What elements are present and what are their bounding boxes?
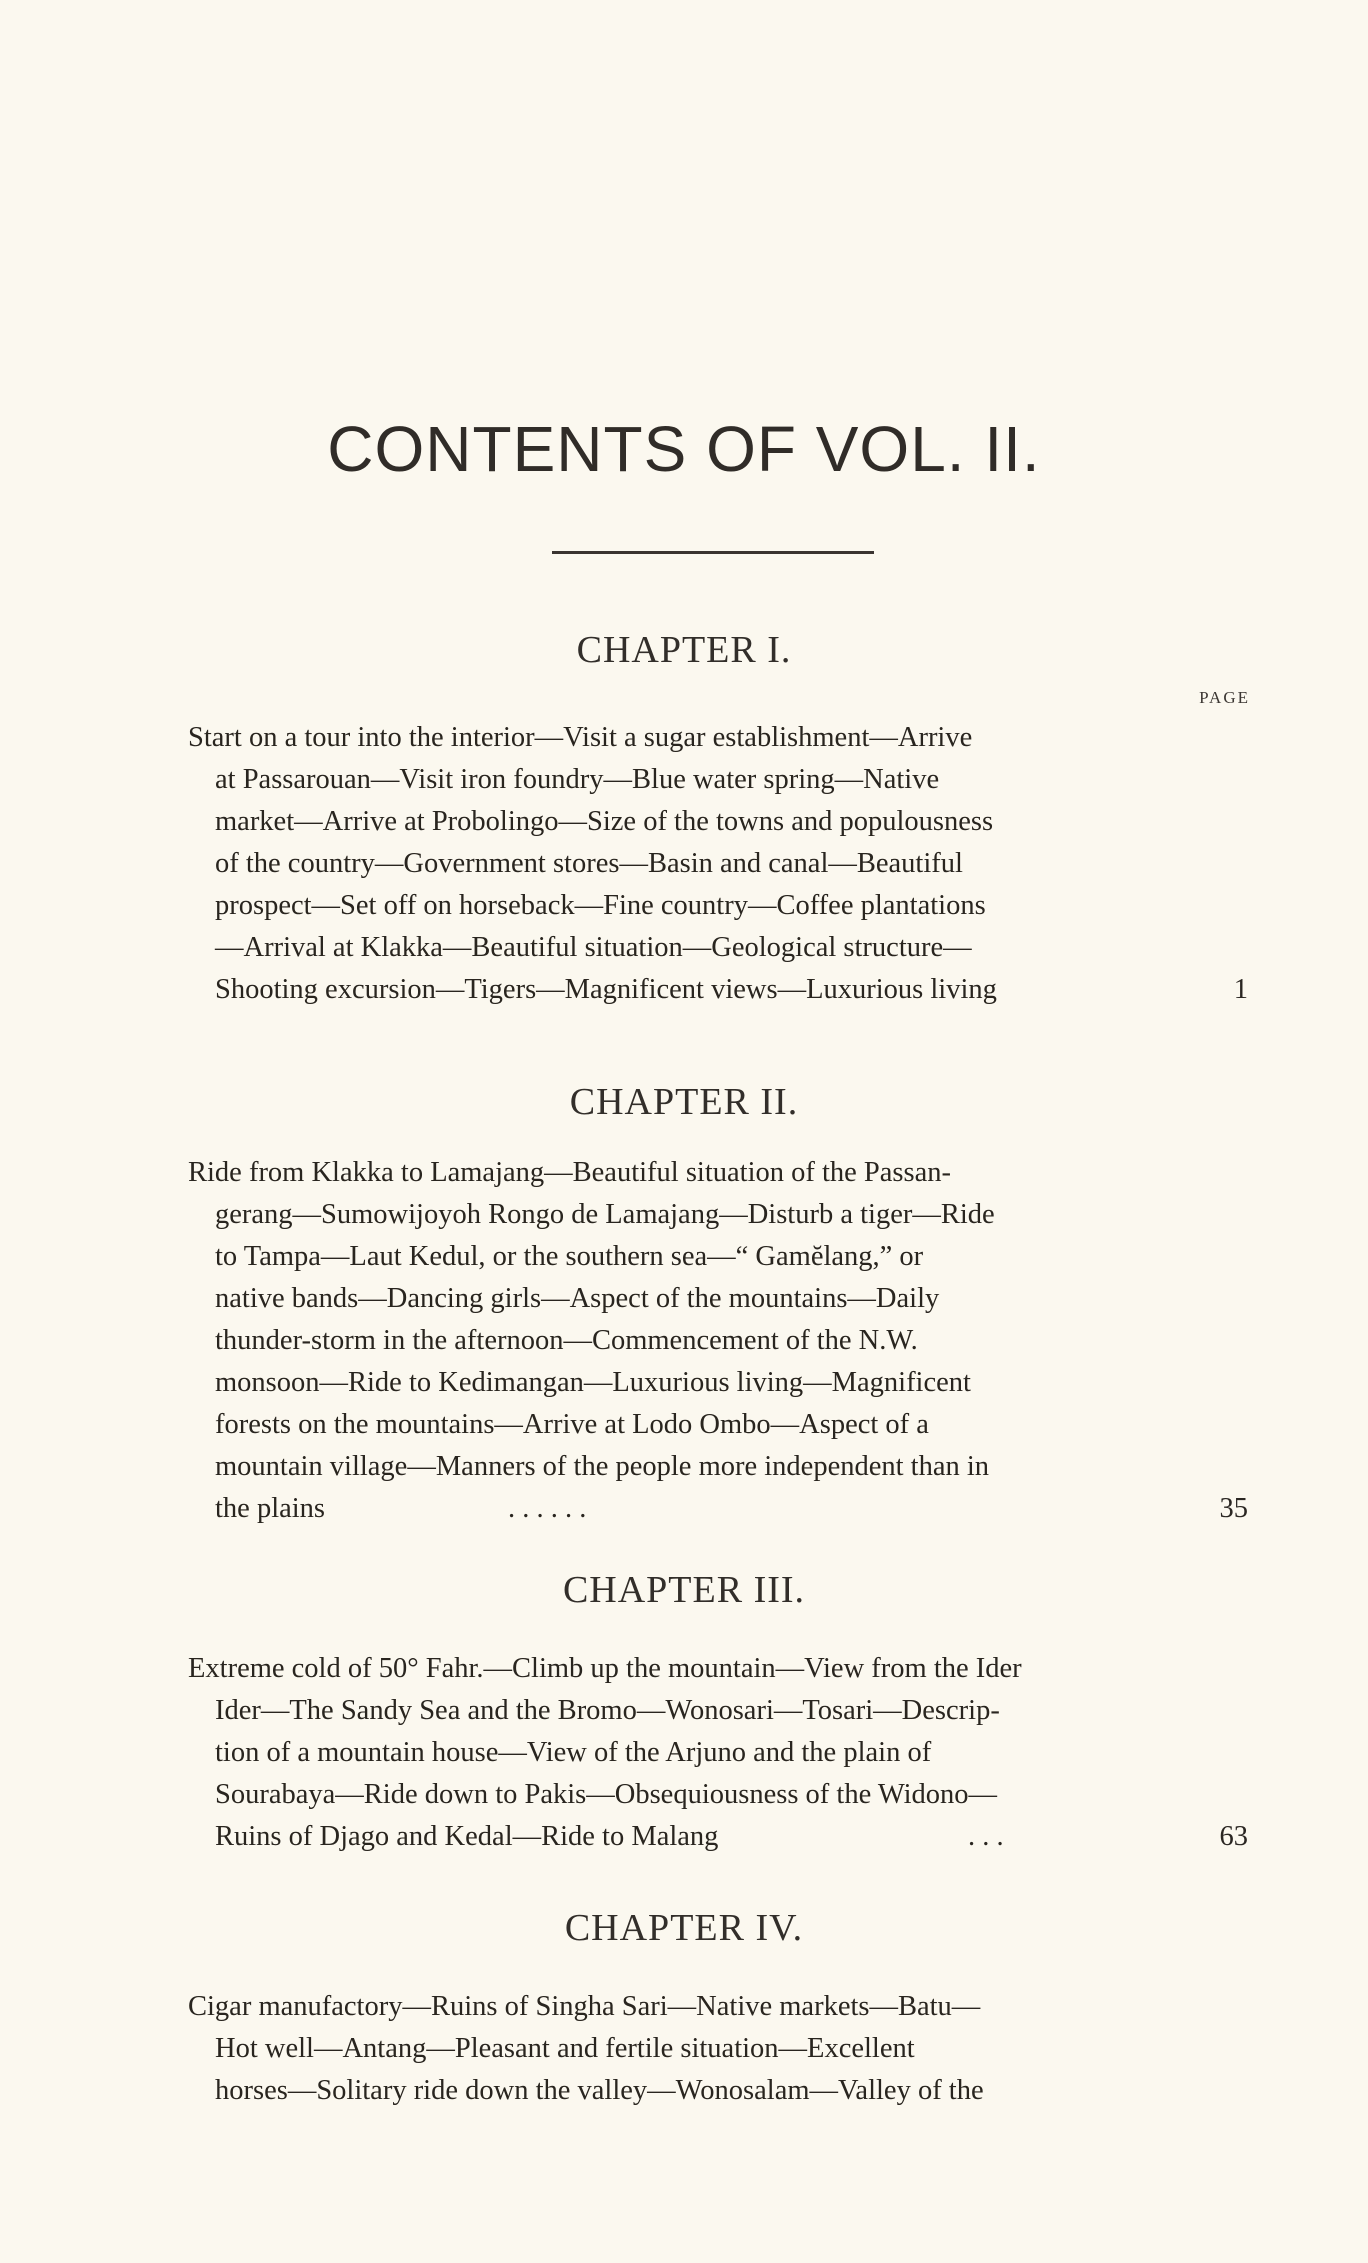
summary-line: prospect—Set off on horseback—Fine country—Coffee plantations bbox=[215, 890, 986, 921]
summary-line bbox=[188, 1488, 1218, 1530]
summary-line: tion of a mountain house—View of the Arjuno and the plain of bbox=[215, 1737, 932, 1768]
summary-line: Shooting excursion—Tigers—Magnificent views—Luxurious living bbox=[215, 974, 997, 1005]
chapter-1-page-number: 1 bbox=[1233, 974, 1248, 1005]
summary-line: Extreme cold of 50° Fahr.—Climb up the mountain—View from the Ider bbox=[188, 1653, 1022, 1684]
chapter-2-page-number: 35 bbox=[1219, 1493, 1248, 1524]
summary-line: forests on the mountains—Arrive at Lodo Ombo—Aspect of a bbox=[215, 1409, 929, 1440]
summary-line: native bands—Dancing girls—Aspect of the mountains—Daily bbox=[215, 1283, 940, 1314]
chapter-3-heading: CHAPTER III. bbox=[562, 1569, 806, 1611]
summary-line: Ride from Klakka to Lamajang—Beautiful situation of the Passan- bbox=[188, 1157, 951, 1188]
summary-line bbox=[188, 1816, 1218, 1858]
summary-line: horses—Solitary ride down the valley—Wonosalam—Valley of the bbox=[215, 2075, 984, 2106]
chapter-3-summary bbox=[188, 1648, 1218, 1858]
leader-dots: . . . bbox=[968, 1821, 1004, 1852]
summary-line: of the country—Government stores—Basin and canal—Beautiful bbox=[215, 848, 963, 879]
chapter-4-summary bbox=[188, 1986, 1218, 2112]
summary-line: Ider—The Sandy Sea and the Bromo—Wonosari—Tosari—Descrip- bbox=[215, 1695, 1000, 1726]
summary-line: Sourabaya—Ride down to Pakis—Obsequiousness of the Widono— bbox=[215, 1779, 998, 1810]
summary-line: gerang—Sumowijoyoh Rongo de Lamajang—Disturb a tiger—Ride bbox=[215, 1199, 995, 1230]
chapter-3-page-number: 63 bbox=[1219, 1821, 1248, 1852]
summary-line-text: Ruins of Djago and Kedal—Ride to Malang bbox=[215, 1821, 719, 1852]
summary-line: monsoon—Ride to Kedimangan—Luxurious living—Magnificent bbox=[215, 1367, 971, 1398]
summary-line: mountain village—Manners of the people more independent than in bbox=[215, 1451, 990, 1482]
summary-line: Start on a tour into the interior—Visit a sugar establishment—Arrive bbox=[188, 722, 973, 753]
contents-title: CONTENTS OF VOL. II. bbox=[327, 413, 1041, 485]
chapter-4-heading: CHAPTER IV. bbox=[564, 1907, 804, 1949]
summary-line: Hot well—Antang—Pleasant and fertile situation—Excellent bbox=[215, 2033, 915, 2064]
leader-dots: . . . . . . bbox=[508, 1493, 587, 1524]
summary-line: market—Arrive at Probolingo—Size of the towns and populousness bbox=[215, 806, 994, 837]
chapter-1-heading: CHAPTER I. bbox=[576, 629, 792, 671]
summary-line-text: the plains bbox=[215, 1493, 326, 1524]
chapter-2-summary bbox=[188, 1152, 1218, 1530]
summary-line: at Passarouan—Visit iron foundry—Blue water spring—Native bbox=[215, 764, 940, 795]
title-rule bbox=[552, 551, 874, 554]
chapter-1-summary bbox=[188, 717, 1218, 1011]
summary-line: Cigar manufactory—Ruins of Singha Sari—Native markets—Batu— bbox=[188, 1991, 981, 2022]
summary-line: —Arrival at Klakka—Beautiful situation—Geological structure— bbox=[215, 932, 972, 963]
summary-line: to Tampa—Laut Kedul, or the southern sea—“ Gamĕlang,” or bbox=[215, 1241, 924, 1272]
page-column-label: PAGE bbox=[1199, 688, 1250, 707]
summary-line: thunder-storm in the afternoon—Commencement of the N.W. bbox=[215, 1325, 918, 1356]
chapter-2-heading: CHAPTER II. bbox=[569, 1081, 799, 1123]
